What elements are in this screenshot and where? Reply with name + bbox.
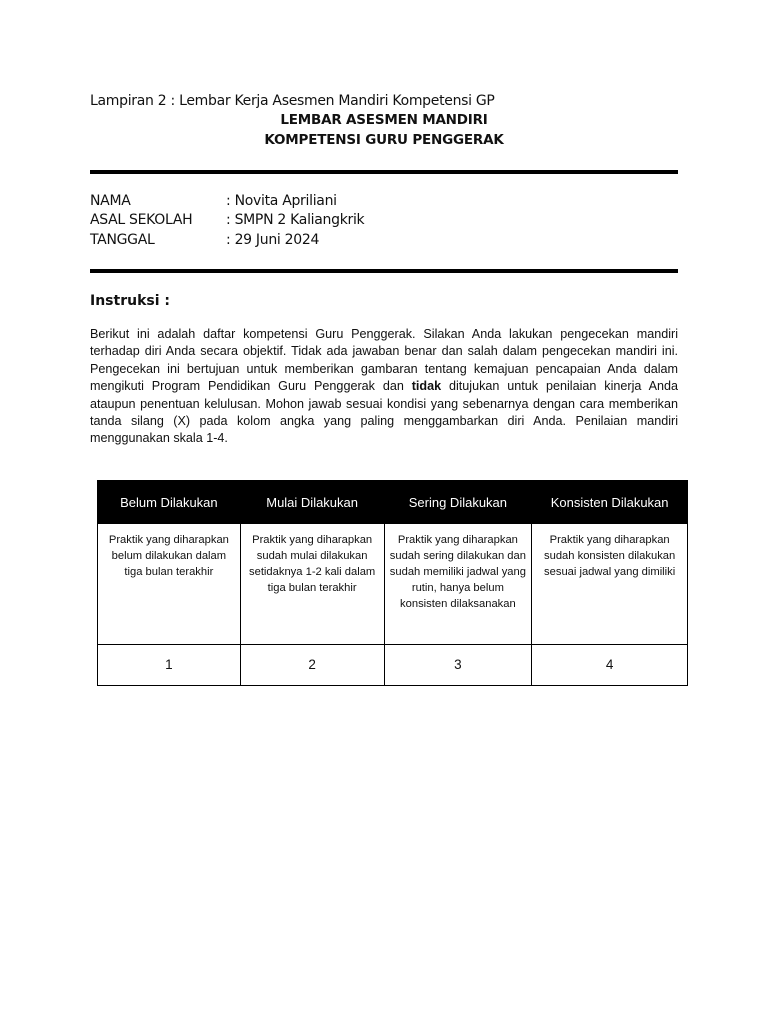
- identity-label: NAMA: [90, 193, 131, 209]
- scale-header-2: Mulai Dilakukan: [240, 481, 384, 524]
- appendix-label: Lampiran 2 : Lembar Kerja Asesmen Mandiri Kompetensi GP: [90, 93, 495, 109]
- identity-value: : Novita Apriliani: [226, 193, 337, 209]
- scale-header-1: Belum Dilakukan: [98, 481, 241, 524]
- identity-value: : 29 Juni 2024: [226, 232, 320, 248]
- identity-value: : SMPN 2 Kaliangkrik: [226, 212, 365, 228]
- scale-description-1: Praktik yang diharapkan belum dilakukan dalam tiga bulan terakhir: [98, 524, 241, 645]
- scale-header-row: [98, 481, 688, 524]
- divider-top: [90, 170, 678, 174]
- scale-description-row: [98, 524, 688, 645]
- scale-header-3: Sering Dilakukan: [384, 481, 532, 524]
- instructions-emphasis: tidak: [411, 379, 442, 394]
- document-title: LEMBAR ASESMEN MANDIRI: [280, 112, 488, 128]
- scale-score-row: [98, 645, 688, 686]
- instructions-body: [90, 326, 678, 448]
- scale-score-1: 1: [98, 645, 241, 686]
- scale-score-2: 2: [240, 645, 384, 686]
- scale-score-4: 4: [532, 645, 688, 686]
- scale-score-3: 3: [384, 645, 532, 686]
- rating-scale-table: [97, 480, 688, 686]
- divider-bottom: [90, 269, 678, 273]
- scale-description-2: Praktik yang diharapkan sudah mulai dilakukan setidaknya 1-2 kali dalam tiga bulan terakhir: [240, 524, 384, 645]
- document-subtitle: KOMPETENSI GURU PENGGERAK: [264, 132, 504, 148]
- instructions-heading: Instruksi :: [90, 293, 170, 309]
- instructions-text-part1: Berikut ini adalah daftar kompetensi Guru Penggerak. Silakan Anda lakukan pengecekan mandiri terhadap diri Anda secara objektif. Tidak ada jawaban benar dan salah dalam pengecekan mandiri ini. Pengecekan ini bertujuan untuk memberikan gambaran tentang kemajuan pencapaian Anda dalam mengikuti Program Pendidikan Guru Penggerak dan: [90, 327, 678, 394]
- scale-header-4: Konsisten Dilakukan: [532, 481, 688, 524]
- identity-label: TANGGAL: [90, 232, 155, 248]
- instructions-text-part2: ditujukan untuk penilaian kinerja Anda ataupun penentuan kelulusan. Mohon jawab sesuai kondisi yang sebenarnya dengan cara memberikan tanda silang (X) pada kolom angka yang paling menggambarkan diri Anda. Penilaian mandiri menggunakan skala 1-4.: [90, 379, 678, 446]
- scale-description-4: Praktik yang diharapkan sudah konsisten dilakukan sesuai jadwal yang dimiliki: [532, 524, 688, 645]
- scale-description-3: Praktik yang diharapkan sudah sering dilakukan dan sudah memiliki jadwal yang rutin, hanya belum konsisten dilaksanakan: [384, 524, 532, 645]
- identity-label: ASAL SEKOLAH: [90, 212, 193, 228]
